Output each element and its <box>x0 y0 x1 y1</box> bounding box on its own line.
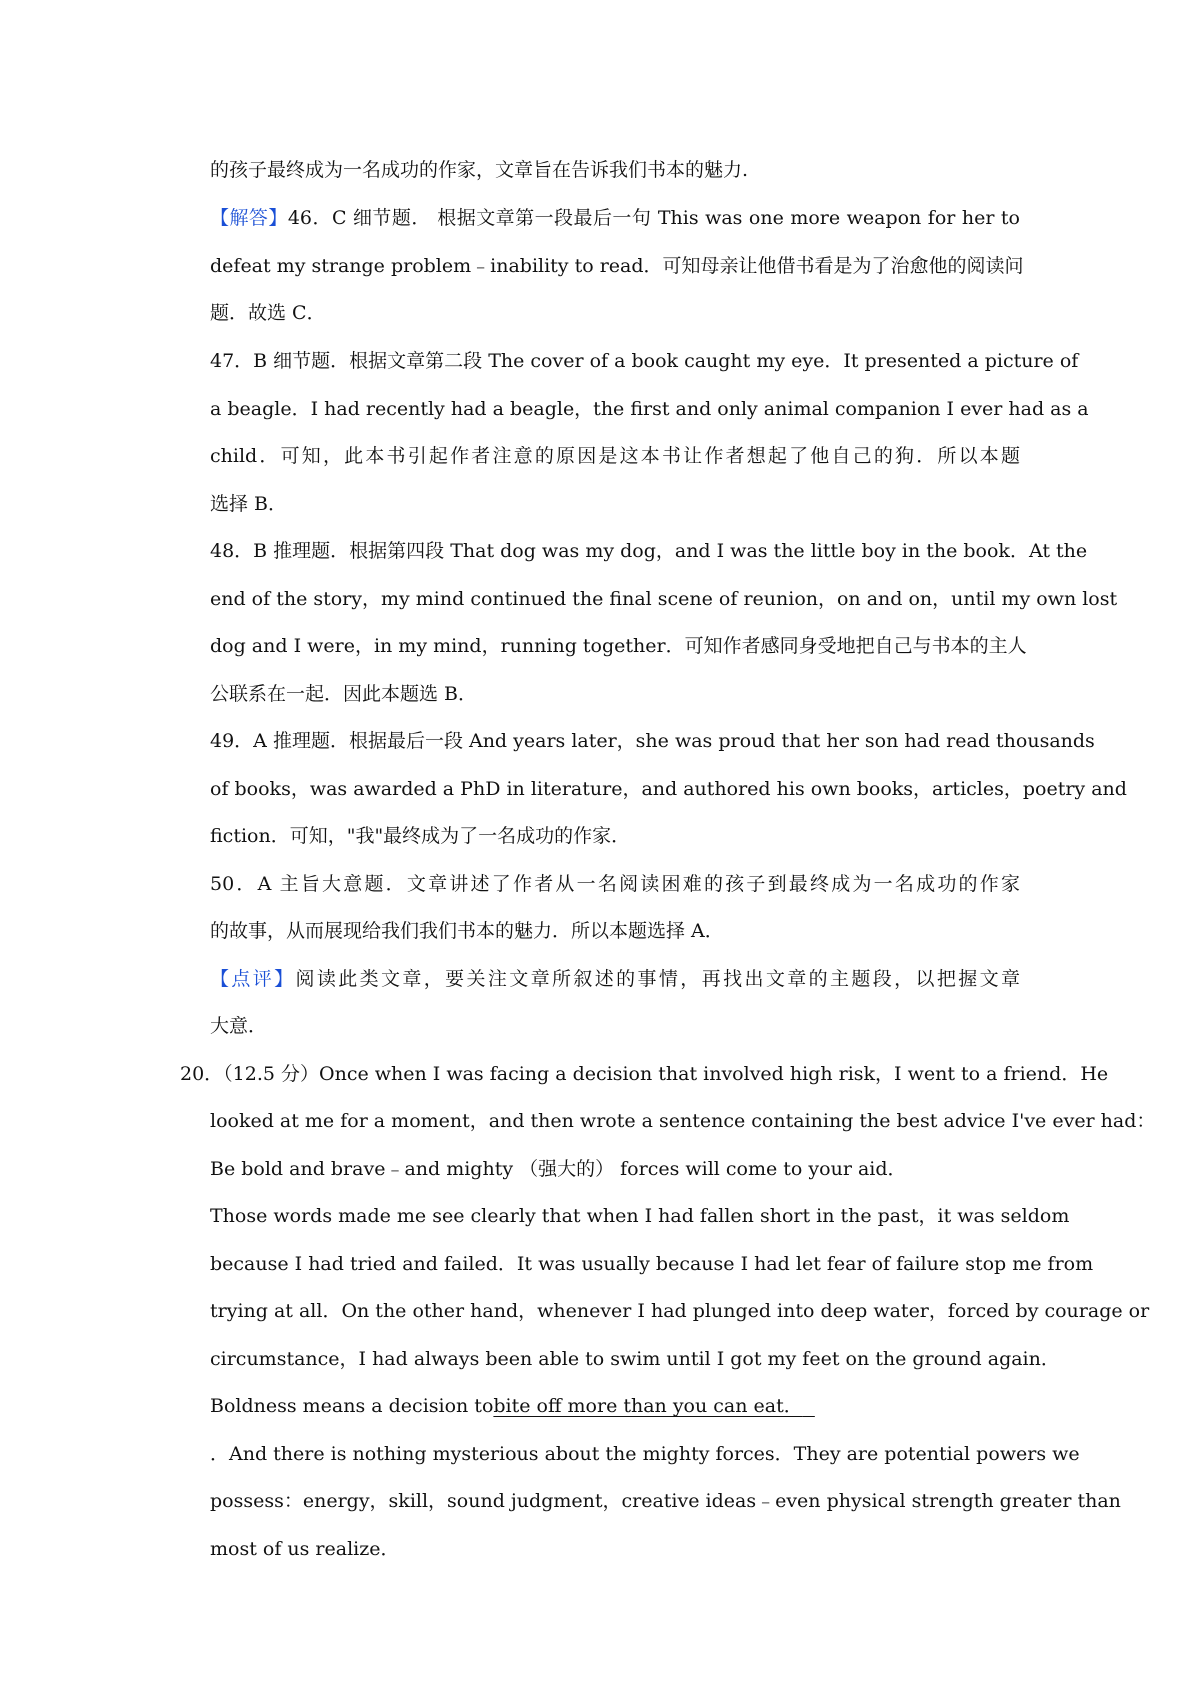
paragraph-2-line-3: trying at all．On the other hand，whenever I had plunged into deep water，forced by courage or <box>210 1300 1150 1322</box>
intro-line: 的孩子最终成为一名成功的作家，文章旨在告诉我们书本的魅力. <box>210 159 749 181</box>
answer-50-line-2: 的故事，从而展现给我们我们书本的魅力．所以本题选择 A． <box>210 920 724 942</box>
answer-tag: 【解答】 <box>210 207 288 229</box>
answer-48-line-2: end of the story，my mind continued the final scene of reunion，on and on，until my own lost <box>210 588 1118 610</box>
paragraph-3-line-1 <box>210 1393 1020 1419</box>
answer-47-line-4: 选择 B． <box>210 493 288 515</box>
answer-48-line-3: dog and I were，in my mind，running together．可知作者感同身受地把自己与书本的主人 <box>210 635 1027 657</box>
answer-48-line-1: 48．B 推理题．根据第四段 That dog was my dog，and I was the little boy in the book．At the <box>210 540 1088 562</box>
paragraph-2-line-2: because I had tried and failed．It was usually because I had let fear of failure stop me from <box>210 1253 1094 1275</box>
comment-line-2: 大意． <box>210 1015 268 1037</box>
blank-trailing-space <box>803 1395 815 1417</box>
answer-46-line-2: defeat my strange problem﹣inability to read．可知母亲让他借书看是为了治愈他的阅读问 <box>210 255 1024 277</box>
answer-46-text-1: 46．C 细节题． 根据文章第一段最后一句 This was one more weapon for her to <box>287 207 1020 229</box>
answer-47-line-3: child．可知，此本书引起作者注意的原因是这本书让作者想起了他自己的狗．所以本题 <box>210 445 1020 467</box>
answer-48-line-4: 公联系在一起．因此本题选 B． <box>210 683 478 705</box>
answer-47-line-1: 47．B 细节题．根据文章第二段 The cover of a book caught my eye．It presented a picture of <box>210 350 1079 372</box>
paragraph-2-line-4: circumstance，I had always been able to swim until I got my feet on the ground again． <box>210 1348 1060 1370</box>
paragraph-4-line-2: possess：energy，skill，sound judgment，creative ideas﹣even physical strength greater than <box>210 1490 1121 1512</box>
answer-46-line-1 <box>210 205 1020 231</box>
answer-49-line-1: 49．A 推理题．根据最后一段 And years later，she was proud that her son had read thousands <box>210 730 1095 752</box>
comment-line-1 <box>210 966 1020 992</box>
paragraph-2-line-1: Those words made me see clearly that when I had fallen short in the past，it was seldom <box>210 1205 1070 1227</box>
paragraph-4-line-3: most of us realize． <box>210 1538 400 1560</box>
answer-50-line-1: 50．A 主旨大意题．文章讲述了作者从一名阅读困难的孩子到最终成为一名成功的作家 <box>210 873 1020 895</box>
boldness-prefix: Boldness means a decision to <box>210 1395 494 1417</box>
answer-47-line-2: a beagle．I had recently had a beagle，the first and only animal companion I ever had as a <box>210 398 1089 420</box>
paragraph-4-line-1: ．And there is nothing mysterious about the mighty forces．They are potential powers we <box>210 1443 1080 1465</box>
answer-46-line-3: 题．故选 C． <box>210 302 326 324</box>
comment-text-1: 阅读此类文章，要关注文章所叙述的事情，再找出文章的主题段，以把握文章 <box>295 968 1020 990</box>
blank-answer: bite off more than you can eat． <box>493 1395 803 1417</box>
answer-49-line-3: fiction．可知，"我"最终成为了一名成功的作家． <box>210 825 631 847</box>
comment-tag: 【点评】 <box>210 968 296 990</box>
answer-49-line-2: of books，was awarded a PhD in literature，and authored his own books，articles，poetry and <box>210 778 1127 800</box>
question-20-line-1: 20．（12.5 分）Once when I was facing a decision that involved high risk，I went to a friend．He <box>180 1063 1109 1085</box>
question-20-line-2: looked at me for a moment，and then wrote a sentence containing the best advice I've ever had： <box>210 1110 1156 1132</box>
question-20-line-3: Be bold and brave﹣and mighty （强大的） forces will come to your aid． <box>210 1158 907 1180</box>
